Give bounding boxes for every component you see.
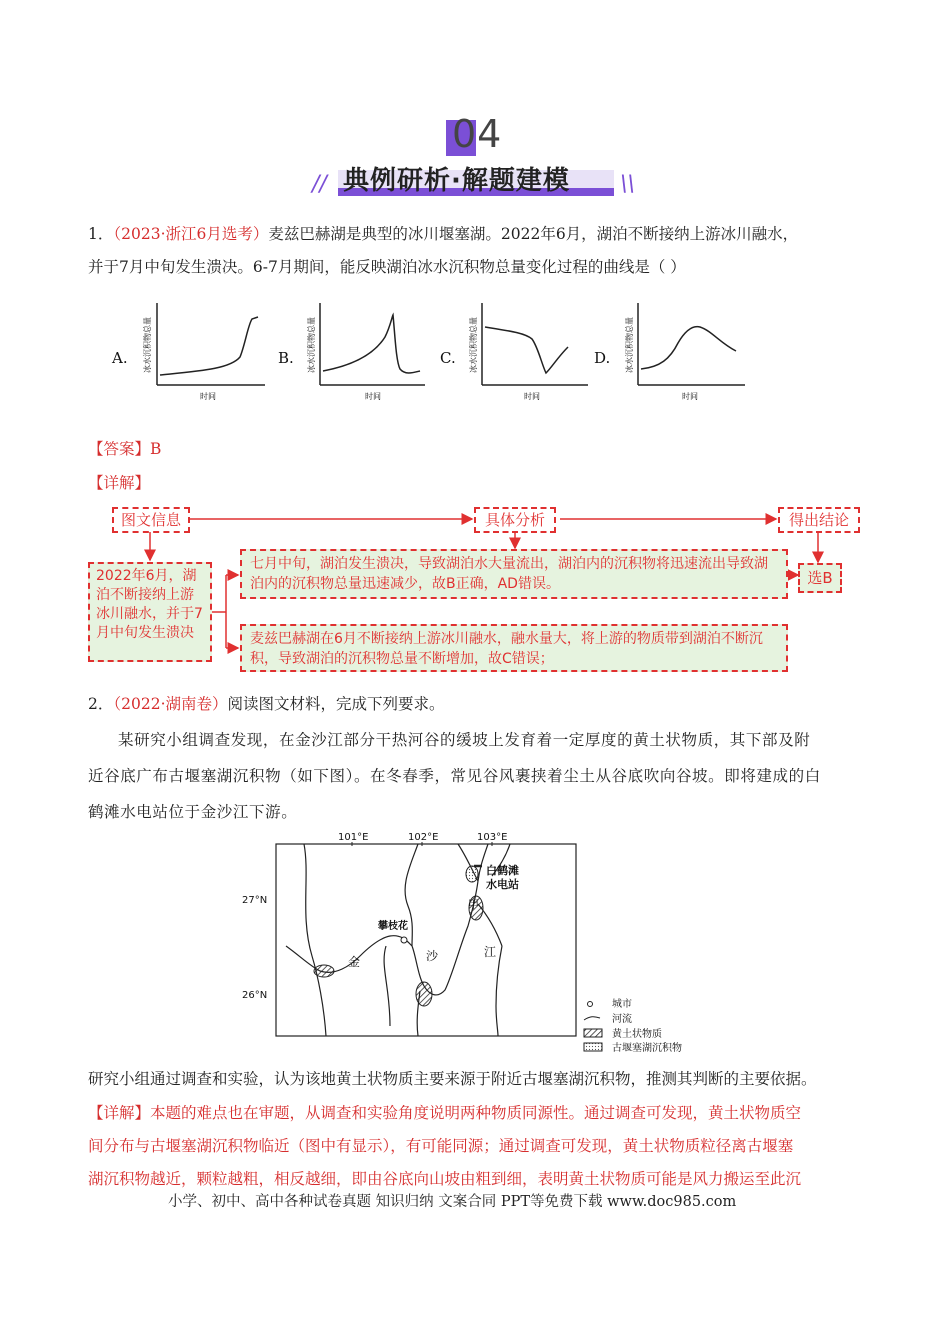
q2-question: 研究小组通过调查和实验，认为该地黄土状物质主要来源于附近古堰塞湖沉积物，推测其判断的主要依据。 bbox=[88, 1070, 817, 1088]
flow-info-text: 2022年6月，湖泊不断接纳上游冰川融水，并于7月中旬发生溃决 bbox=[88, 562, 212, 662]
q2-detail-text-1: 本题的难点也在审题，从调查和实验角度说明两种物质同源性。通过调查可发现，黄土状物质空 bbox=[150, 1104, 802, 1122]
q2-detail-line3: 湖沉积物越近，颗粒越粗，相反越细，即由谷底向山坡由粗到细，表明黄土状物质可能是风力搬运至此沉 bbox=[88, 1170, 802, 1188]
option-a-letter: A. bbox=[112, 349, 128, 367]
jinsha-river-map bbox=[240, 826, 720, 1056]
q1-number: 1． bbox=[88, 225, 114, 243]
lon-102: 102°E bbox=[408, 832, 439, 843]
q1-detail-label: 【详解】 bbox=[88, 474, 151, 492]
banner-slash-left: // bbox=[312, 172, 327, 197]
footer-text: 小学、初中、高中各种试卷真题 知识归纳 文案合同 PPT等免费下载 www.doc985.com bbox=[168, 1194, 737, 1210]
station-label-1: 白鹤滩 bbox=[486, 864, 519, 877]
lat-26: 26°N bbox=[242, 990, 268, 1001]
legend-loess: 黄土状物质 bbox=[612, 1029, 662, 1040]
map-legend bbox=[584, 997, 682, 1054]
graph-b-xlabel: 时间 bbox=[365, 392, 381, 401]
q2-para-2: 近谷底广布古堰塞湖沉积物（如下图）。在冬春季，常见谷风裹挟着尘土从谷底吹向谷坡。即将建成的白 bbox=[88, 767, 821, 785]
flow-analysis-1: 七月中旬，湖泊发生溃决，导致湖泊水大量流出，湖泊内的沉积物将迅速流出导致湖泊内的沉积物总量迅速减少，故B正确，AD错误。 bbox=[240, 549, 788, 599]
city-dot bbox=[401, 937, 407, 943]
q2-detail-label: 【详解】 bbox=[88, 1104, 151, 1122]
banner-slash-right: \\ bbox=[620, 172, 635, 197]
q2-stem: 阅读图文材料，完成下列要求。 bbox=[227, 695, 445, 713]
option-b-letter: B. bbox=[278, 349, 294, 367]
legend-river: 河流 bbox=[612, 1014, 632, 1025]
q2-para-3: 鹤滩水电站位于金沙江下游。 bbox=[88, 803, 298, 821]
legend-lake-sediment: 古堰塞湖沉积物 bbox=[612, 1043, 682, 1054]
river-char-jin: 金 bbox=[348, 955, 361, 969]
station-label-2: 水电站 bbox=[486, 878, 519, 891]
lon-103: 103°E bbox=[477, 832, 508, 843]
graph-d-ylabel: 冰水沉积物总量 bbox=[625, 317, 634, 373]
flow-analysis-title: 具体分析 bbox=[474, 507, 556, 533]
section-number: 04 bbox=[452, 112, 503, 156]
option-d-letter: D. bbox=[594, 349, 611, 367]
q2-line1 bbox=[88, 689, 445, 720]
q2-detail-line1 bbox=[88, 1098, 801, 1129]
flow-analysis-2: 麦兹巴赫湖在6月不断接纳上游冰川融水，融水量大，将上游的物质带到湖泊不断沉积，导致湖泊的沉积物总量不断增加，故C错误； bbox=[240, 624, 788, 672]
q2-number: 2． bbox=[88, 695, 114, 713]
option-c-letter: C. bbox=[440, 349, 456, 367]
flow-conclusion-title: 得出结论 bbox=[778, 507, 860, 533]
river-char-sha: 沙 bbox=[426, 949, 439, 963]
graph-c-ylabel: 冰水沉积物总量 bbox=[469, 317, 478, 373]
lon-101: 101°E bbox=[338, 832, 369, 843]
q1-stem-2: 并于7月中旬发生溃决。6-7月期间，能反映湖泊冰水沉积物总量变化过程的曲线是（ ） bbox=[88, 258, 686, 276]
flow-info-title: 图文信息 bbox=[112, 507, 190, 533]
lat-27: 27°N bbox=[242, 895, 268, 906]
jia-label: 甲 bbox=[468, 898, 479, 911]
graph-d-xlabel: 时间 bbox=[682, 392, 698, 401]
graph-c-xlabel: 时间 bbox=[524, 392, 540, 401]
q1-answer: 【答案】B bbox=[88, 440, 162, 458]
city-panzhihua: 攀枝花 bbox=[378, 921, 408, 932]
flow-conclusion: 选B bbox=[798, 563, 842, 593]
graph-a-xlabel: 时间 bbox=[200, 392, 216, 401]
q2-para-1: 某研究小组调查发现，在金沙江部分干热河谷的缓坡上发育着一定厚度的黄土状物质，其下部及附 bbox=[118, 731, 811, 749]
legend-city: 城市 bbox=[612, 999, 632, 1010]
graph-b-ylabel: 冰水沉积物总量 bbox=[307, 317, 316, 373]
q2-detail-line2: 间分布与古堰塞湖沉积物临近（图中有显示），有可能同源；通过调查可发现，黄土状物质粒径离古堰塞 bbox=[88, 1137, 794, 1155]
q1-source: （2023·浙江6月选考） bbox=[113, 225, 269, 243]
q1-stem-1: 麦兹巴赫湖是典型的冰川堰塞湖。2022年6月，湖泊不断接纳上游冰川融水， bbox=[268, 225, 799, 243]
q2-source: （2022·湖南卷） bbox=[113, 695, 228, 713]
graph-a-ylabel: 冰水沉积物总量 bbox=[143, 317, 152, 373]
river-char-jiang: 江 bbox=[484, 945, 497, 959]
banner-title: 典例研析·解题建模 bbox=[343, 166, 570, 196]
